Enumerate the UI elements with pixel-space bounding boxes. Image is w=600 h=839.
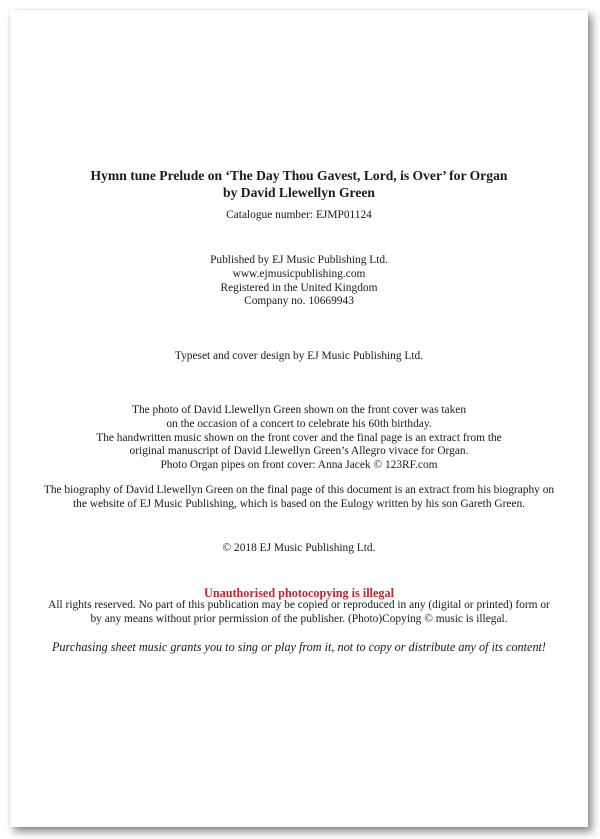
rights-line: All rights reserved. No part of this publication may be copied or reproduced in any (digital or printed) form or [48,599,550,611]
photo-credit-line: original manuscript of David Llewellyn Green’s Allegro vivace for Organ. [129,445,469,458]
typeset-credit: Typeset and cover design by EJ Music Publishing Ltd. [174,350,424,362]
published-by: Published by EJ Music Publishing Ltd. [210,254,388,266]
document-title [10,167,588,201]
biography-line: The biography of David Llewellyn Green on the final page of this document is an extract from his biography on [43,484,555,496]
photo-credits [10,404,588,473]
biography-note [14,484,584,512]
publisher-website: www.ejmusicpublishing.com [232,267,366,280]
photo-credit-line: The handwritten music shown on the front cover and the final page is an extract from the [96,431,502,444]
purchase-note: Purchasing sheet music grants you to sing or play from it, not to copy or distribute any of its content! [51,640,546,654]
rights-statement [14,599,584,627]
publisher-info [10,254,588,309]
registered-country: Registered in the United Kingdom [220,281,378,294]
photo-credit-line: The photo of David Llewellyn Green shown on the front cover was taken [131,404,467,416]
company-number: Company no. 10669943 [244,295,354,308]
title-line-1: Hymn tune Prelude on ‘The Day Thou Gavest, Lord, is Over’ for Organ [90,168,508,183]
biography-line: the website of EJ Music Publishing, which is based on the Eulogy written by his son Gareth Green. [72,497,526,510]
document-page [10,10,588,827]
photo-credit-line: on the occasion of a concert to celebrate his 60th birthday. [166,417,432,430]
copyright-notice: © 2018 EJ Music Publishing Ltd. [222,542,376,554]
catalogue-number: Catalogue number: EJMP01124 [226,209,372,221]
photo-credit-line: Photo Organ pipes on front cover: Anna Jacek © 123RF.com [160,459,438,472]
photocopy-warning: Unauthorised photocopying is illegal [204,586,394,600]
rights-line: by any means without prior permission of the publisher. (Photo)Copying © music is illegal. [90,612,508,625]
title-line-2: by David Llewellyn Green [223,185,375,200]
